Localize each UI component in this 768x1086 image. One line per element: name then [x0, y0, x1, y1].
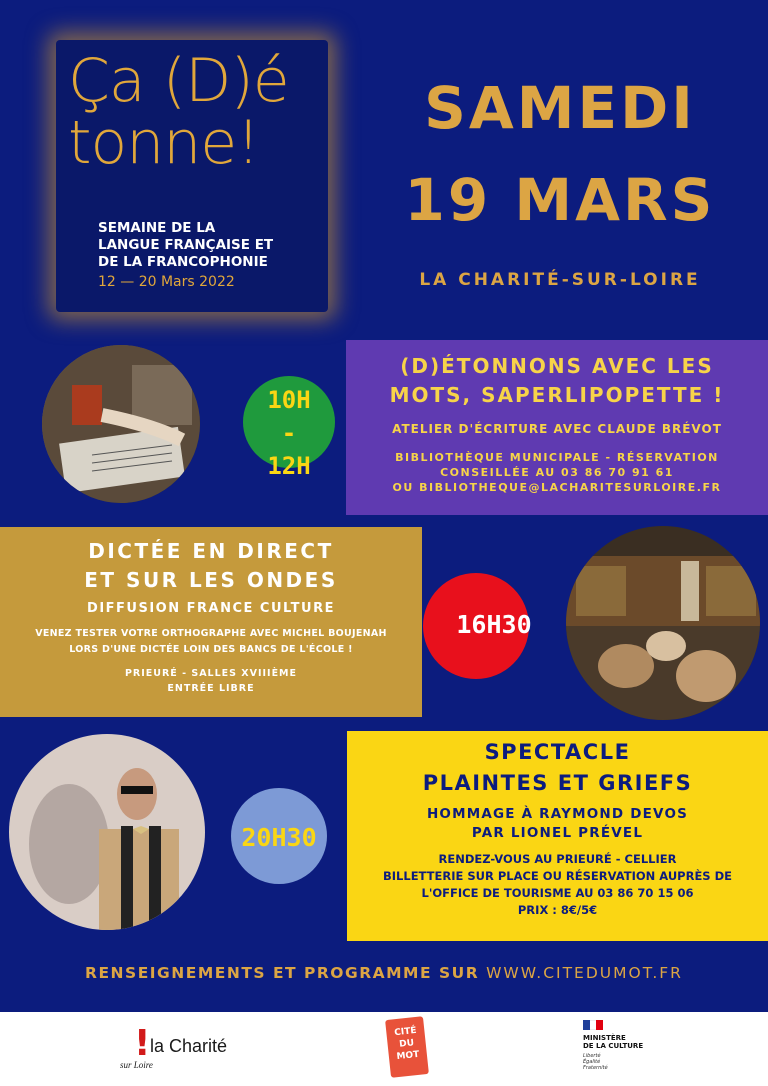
writing-workshop-photo	[42, 345, 200, 503]
charite-name: la Charité	[150, 1036, 228, 1056]
event3-price: PRIX : 8€/5€	[517, 903, 598, 917]
motto1: Liberté	[583, 1053, 601, 1059]
event3-subtitle1: HOMMAGE À RAYMOND DEVOS	[426, 806, 689, 822]
event1-info1: BIBLIOTHÈQUE MUNICIPALE - RÉSERVATION	[395, 451, 719, 464]
website-link[interactable]: WWW.CITEDUMOT.FR	[486, 964, 683, 982]
performer-photo-art	[9, 734, 205, 930]
logo-dates: 12 — 20 Mars 2022	[98, 274, 235, 290]
event1-info	[346, 450, 768, 495]
event3-title-line1: SPECTACLE	[484, 740, 631, 764]
festival-logo	[56, 40, 328, 312]
logo-sub2: LANGUE FRANÇAISE ET	[98, 237, 274, 253]
logo-sub1: SEMAINE DE LA	[98, 220, 216, 236]
ministere-logo	[583, 1020, 683, 1080]
citedumot-word1: CITÉ	[393, 1025, 418, 1039]
ministere-line1: MINISTÈRE	[583, 1034, 626, 1042]
event2-location1: PRIEURÉ - SALLES XVIIIÈME	[124, 668, 298, 679]
citedumot-word2: DU	[398, 1038, 415, 1050]
event2-desc1: VENEZ TESTER VOTRE ORTHOGRAPHE AVEC MICHEL BOUJENAH	[35, 628, 387, 639]
time-end: 12H	[267, 452, 311, 480]
event1-info2: CONSEILLÉE AU 03 86 70 91 61	[440, 466, 674, 479]
event3-info2: BILLETTERIE SUR PLACE OU RÉSERVATION AUPRÈS DE	[383, 869, 732, 883]
event3-subtitle2: PAR LIONEL PRÉVEL	[471, 825, 644, 841]
event1-email: OU BIBLIOTHEQUE@LACHARITESURLOIRE.FR	[392, 481, 722, 494]
charite-script: sur Loire	[120, 1060, 153, 1070]
event2-location2: ENTRÉE LIBRE	[167, 683, 255, 694]
day-title: SAMEDI	[424, 74, 696, 142]
flag-icon	[583, 1020, 603, 1030]
event-dictation	[0, 527, 422, 717]
logo-subtitle	[98, 220, 273, 271]
time-separator: -	[281, 419, 297, 447]
event1-title-line2: MOTS, SAPERLIPOPETTE !	[389, 383, 725, 407]
logo-line2: tonne!	[68, 108, 260, 178]
logo-line1: Ça (D)é	[68, 46, 289, 116]
date-title: 19 MARS	[404, 166, 716, 234]
event3-info	[347, 851, 768, 919]
logo-sub3: DE LA FRANCOPHONIE	[98, 254, 268, 270]
event2-title	[0, 537, 422, 595]
event-writing-workshop	[346, 340, 768, 515]
ministere-line2: DE LA CULTURE	[583, 1042, 644, 1050]
event2-desc2: LORS D'UNE DICTÉE LOIN DES BANCS DE L'ÉCOLE !	[69, 644, 353, 655]
event3-subtitle	[347, 805, 768, 843]
event1-title-line1: (D)ÉTONNONS AVEC LES	[400, 354, 714, 378]
event1-subtitle: ATELIER D'ÉCRITURE AVEC CLAUDE BRÉVOT	[392, 422, 722, 436]
exclamation-icon: !	[134, 1023, 151, 1064]
citedumot-word3: MOT	[396, 1049, 420, 1063]
time-16h30: 16H30	[456, 610, 532, 639]
event2-subtitle: DIFFUSION FRANCE CULTURE	[87, 601, 335, 616]
charite-logo	[120, 1024, 260, 1074]
event3-info3: L'OFFICE DE TOURISME AU 03 86 70 15 06	[421, 886, 694, 900]
event2-location	[0, 666, 422, 696]
event3-title-line2: PLAINTES ET GRIEFS	[422, 771, 693, 795]
dictation-photo-art	[566, 526, 760, 720]
event2-description	[0, 626, 422, 658]
event3-info1: RENDEZ-VOUS AU PRIEURÉ - CELLIER	[438, 852, 677, 866]
info-line	[0, 964, 768, 982]
time-start: 10H	[267, 386, 311, 414]
citedumot-logo	[385, 1016, 429, 1078]
partner-logos	[0, 1012, 768, 1086]
event2-title-line2: ET SUR LES ONDES	[84, 568, 338, 592]
event-show	[347, 731, 768, 941]
event2-title-line1: DICTÉE EN DIRECT	[88, 539, 334, 563]
time-10h-12h	[238, 384, 340, 483]
event1-title	[346, 352, 768, 410]
info-label: RENSEIGNEMENTS ET PROGRAMME SUR	[85, 964, 480, 982]
time-20h30: 20H30	[241, 823, 317, 852]
performer-photo	[9, 734, 205, 930]
event3-title	[347, 737, 768, 799]
city-name: LA CHARITÉ-SUR-LOIRE	[419, 270, 701, 290]
motto2: Égalité	[583, 1059, 601, 1065]
dictation-room-photo	[566, 526, 760, 720]
writing-photo-art	[42, 345, 200, 503]
motto3: Fraternité	[583, 1065, 608, 1071]
